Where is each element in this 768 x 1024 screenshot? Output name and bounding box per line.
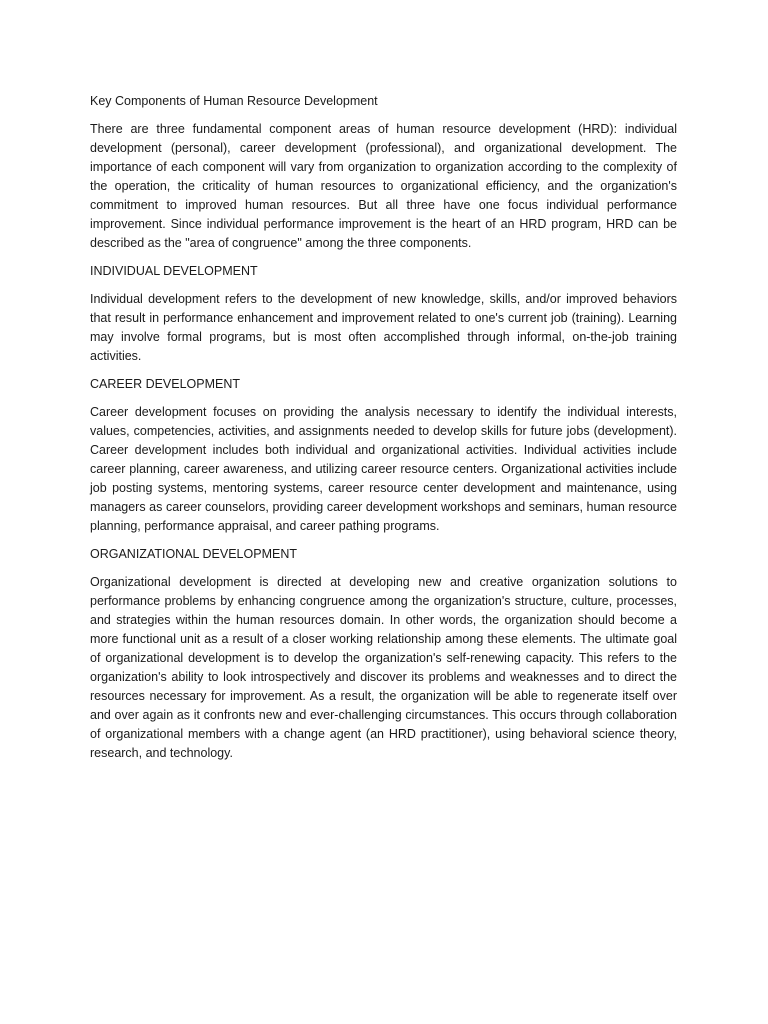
document-title: Key Components of Human Resource Development [90,94,378,108]
heading-organizational-development: ORGANIZATIONAL DEVELOPMENT [90,547,297,561]
paragraph-organizational-development: Organizational development is directed at developing new and creative organization solutions to performance problems by enhancing congruence among the organization's structure, culture, processes, and strategies within the human resources domain. In other words, the organization should become a more functional unit as a result of a closer working relationship among these elements. The ultimate goal of organizational development is to develop the organization's self-renewing capacity. This refers to the organization's ability to look introspectively and discover its problems and weaknesses and to direct the resources necessary for improvement. As a result, the organization will be able to regenerate itself over and over again as it confronts new and ever-challenging circumstances. This occurs through collaboration of organizational members with a change agent (an HRD practitioner), using behavioral science theory, research, and technology. [90,575,677,760]
paragraph-career-development: Career development focuses on providing the analysis necessary to identify the individual interests, values, competencies, activities, and assignments needed to develop skills for future jobs (development). Career development includes both individual and organizational activities. Individual activities include career planning, career awareness, and utilizing career resource centers. Organizational activities include job posting systems, mentoring systems, career resource center development and maintenance, using managers as career counselors, providing career development workshops and seminars, human resource planning, performance appraisal, and career pathing programs. [90,405,677,533]
paragraph-individual-development: Individual development refers to the development of new knowledge, skills, and/or improved behaviors that result in performance enhancement and improvement related to one's current job (training). Learning may involve formal programs, but is most often accomplished through informal, on-the-job training activities. [90,292,677,363]
heading-individual-development: INDIVIDUAL DEVELOPMENT [90,264,258,278]
heading-career-development: CAREER DEVELOPMENT [90,377,241,391]
intro-paragraph: There are three fundamental component areas of human resource development (HRD): individual development (personal), career development (professional), and organizational development. The importance of each component will vary from organization to organization according to the complexity of the operation, the criticality of human resources to organizational efficiency, and the organization's commitment to improved human resources. But all three have one focus individual performance improvement. Since individual performance improvement is the heart of an HRD program, HRD can be described as the "area of congruence" among the three components. [90,122,677,250]
document-page [90,92,677,772]
